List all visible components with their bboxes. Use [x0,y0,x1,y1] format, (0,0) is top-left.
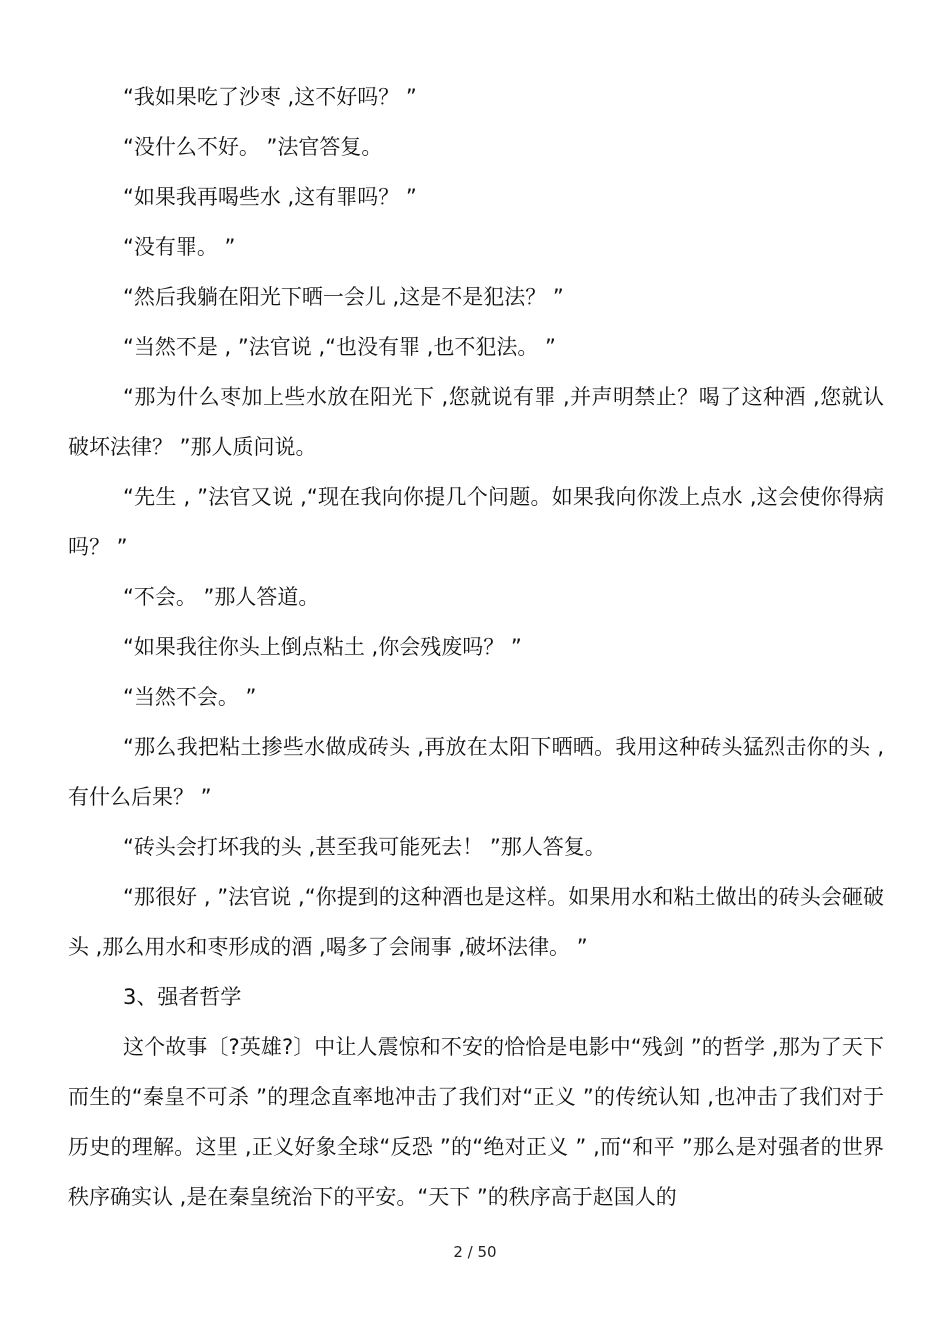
paragraph-8: “先生 , ”法官又说 ,“现在我向你提几个问题。如果我向你泼上点水 ,这会使你得病吗？ ” [68,485,884,559]
page-number: 2 / 50 [453,1243,497,1261]
paragraph-14: “那很好 , ”法官说 ,“你提到的这种酒也是这样。如果用水和粘土做出的砖头会砸破头 ,那么用水和枣形成的酒 ,喝多了会闹事 ,破坏法律。 ” [68,885,884,959]
paragraph-5: “然后我躺在阳光下晒一会儿 ,这是不是犯法？ ” [123,285,564,309]
paragraph-13: “砖头会打坏我的头 ,甚至我可能死去！ ”那人答复。 [123,835,606,859]
paragraph-11: “当然不会。 ” [123,685,257,709]
paragraph-4: “没有罪。 ” [123,235,236,259]
paragraph-9: “不会。 ”那人答道。 [123,585,320,609]
paragraph-2: “没什么不好。 ”法官答复。 [123,135,383,159]
paragraph-12: “那么我把粘土掺些水做成砖头 ,再放在太阳下晒晒。我用这种砖头猛烈击你的头 ,有什么后果？ ” [68,735,884,809]
paragraph-3: “如果我再喝些水 ,这有罪吗？ ” [123,185,417,209]
paragraph-6: “当然不是 , ”法官说 ,“也没有罪 ,也不犯法。 ” [123,335,556,359]
paragraph-7: “那为什么枣加上些水放在阳光下 ,您就说有罪 ,并声明禁止？喝了这种酒 ,您就认破坏法律？ ”那人质问说。 [68,385,884,459]
paragraph-1: “我如果吃了沙枣 ,这不好吗？ ” [123,85,417,109]
paragraph-15: 这个故事〔?英雄?〕中让人震惊和不安的恰恰是电影中“残剑 ”的哲学 ,那为了天下而生的“秦皇不可杀 ”的理念直率地冲击了我们对“正义 ”的传统认知 ,也冲击了我们对于历史的理解。这里 ,正义好象全球“反恐 ”的“绝对正义 ” ,而“和平 ”那么是对强者的世界秩序确实认 ,是在秦皇统治下的平安。“天下 ”的秩序高于赵国人的 [68,1035,884,1209]
section-heading: 3、强者哲学 [123,985,242,1009]
paragraph-10: “如果我往你头上倒点粘土 ,你会残废吗？ ” [123,635,522,659]
